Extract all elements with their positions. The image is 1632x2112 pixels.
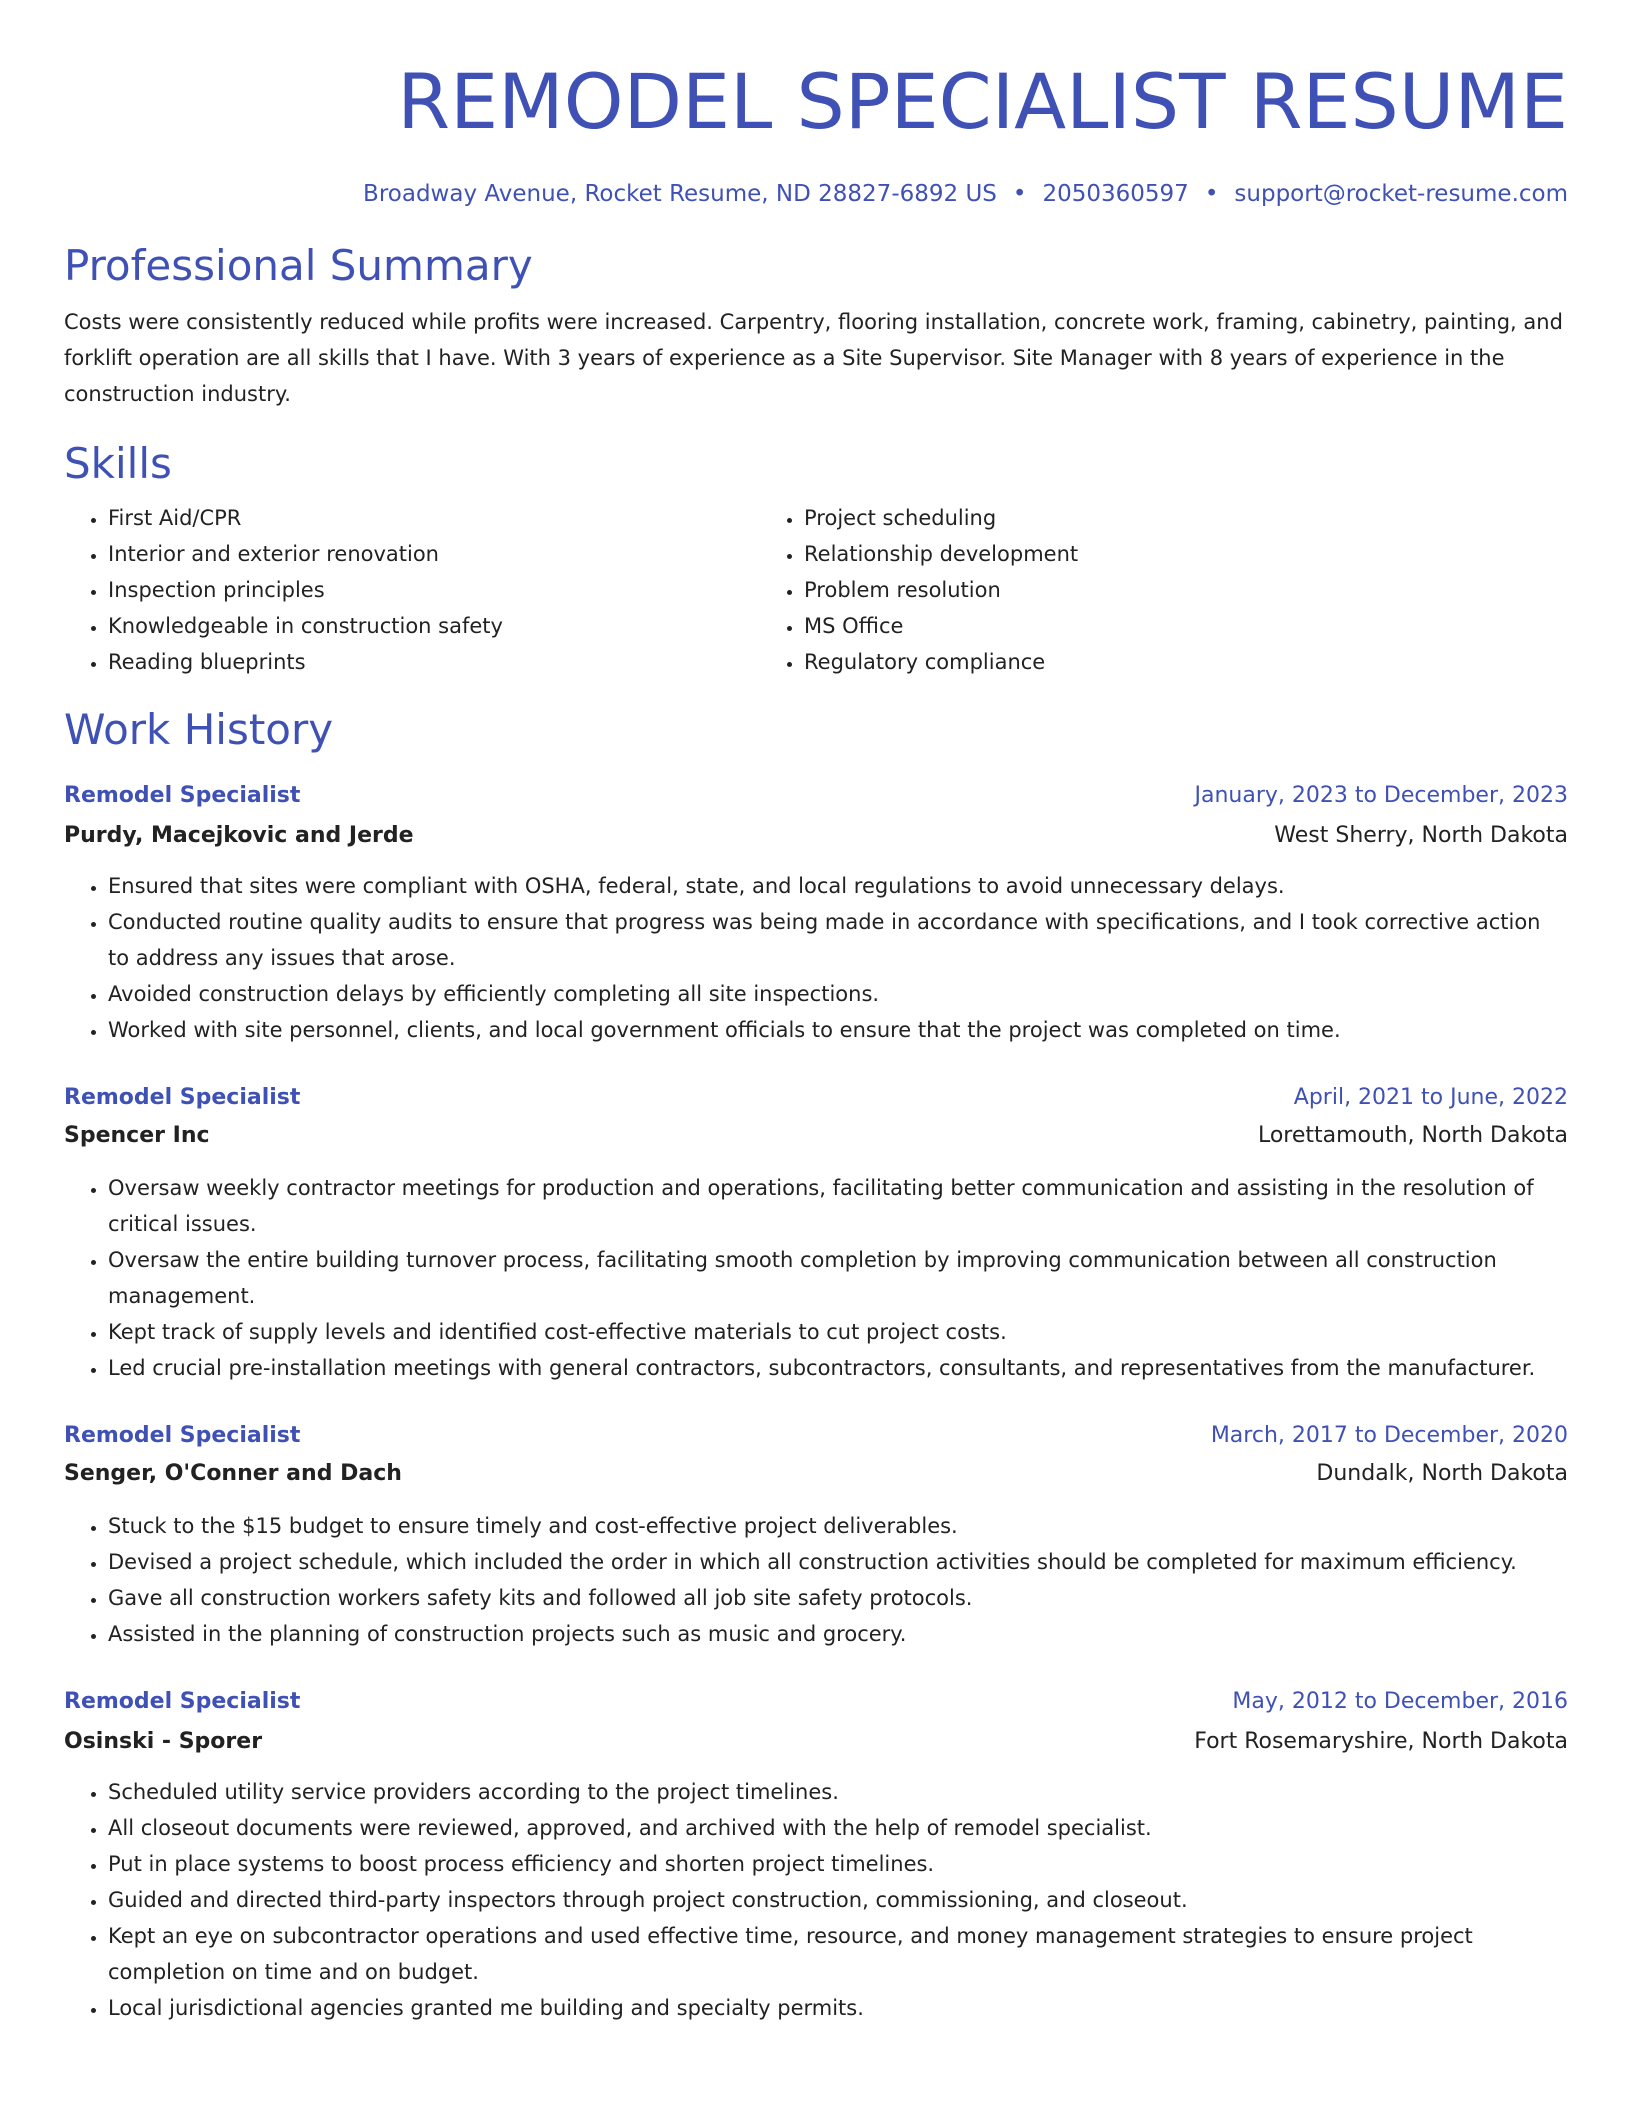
job-bullet: • Avoided construction delays by efficiently completing all site inspections. <box>108 976 1568 1012</box>
job-bullet: • Local jurisdictional agencies granted me building and specialty permits. <box>108 1990 1568 2026</box>
job-bullets <box>64 1170 1568 1386</box>
contact-separator: • <box>1204 181 1219 207</box>
job-company-row <box>64 1724 1568 1760</box>
job-bullet: • Gave all construction workers safety kits and followed all job site safety protocols. <box>108 1580 1568 1616</box>
job-title-row <box>64 1080 1568 1116</box>
skill-item: • First Aid/CPR <box>108 500 760 536</box>
job-entry <box>64 1418 1568 1652</box>
skill-item: • Reading blueprints <box>108 644 760 680</box>
job-bullet: • Kept an eye on subcontractor operations and used effective time, resource, and money management strategies to ensure project completion on time and on budget. <box>108 1918 1568 1990</box>
job-dates: January, 2023 to December, 2023 <box>1194 783 1568 808</box>
job-location: Dundalk, North Dakota <box>1316 1461 1568 1486</box>
job-title-row <box>64 1684 1568 1720</box>
skill-item: • Relationship development <box>804 536 1456 572</box>
contact-email[interactable]: support@rocket-resume.com <box>1234 181 1568 207</box>
skill-item: • Problem resolution <box>804 572 1456 608</box>
job-company-row <box>64 1456 1568 1492</box>
job-dates: April, 2021 to June, 2022 <box>1293 1085 1568 1110</box>
job-bullet: • Guided and directed third-party inspectors through project construction, commissioning, and closeout. <box>108 1882 1568 1918</box>
skills-column-left <box>64 500 760 680</box>
skills-list <box>64 500 1568 680</box>
job-bullet: • Led crucial pre-installation meetings with general contractors, subcontractors, consultants, and representatives from the manufacturer. <box>108 1350 1568 1386</box>
job-company: Osinski - Sporer <box>64 1729 263 1754</box>
skill-item: • Knowledgeable in construction safety <box>108 608 760 644</box>
job-bullet: • Assisted in the planning of construction projects such as music and grocery. <box>108 1616 1568 1652</box>
resume-name: REMODEL SPECIALIST RESUME <box>397 57 1568 146</box>
job-bullet: • Devised a project schedule, which included the order in which all construction activities should be completed for maximum efficiency. <box>108 1544 1568 1580</box>
job-bullet: • Ensured that sites were compliant with OSHA, federal, state, and local regulations to avoid unnecessary delays. <box>108 868 1568 904</box>
job-title: Remodel Specialist <box>64 1689 301 1714</box>
skill-item: • MS Office <box>804 608 1456 644</box>
job-title: Remodel Specialist <box>64 783 301 808</box>
job-entry <box>64 1080 1568 1386</box>
job-bullet: • All closeout documents were reviewed, approved, and archived with the help of remodel specialist. <box>108 1810 1568 1846</box>
job-bullet: • Conducted routine quality audits to ensure that progress was being made in accordance with specifications, and I took corrective action to address any issues that arose. <box>108 904 1568 976</box>
job-location: Fort Rosemaryshire, North Dakota <box>1194 1729 1568 1754</box>
summary-text: Costs were consistently reduced while profits were increased. Carpentry, flooring installation, concrete work, framing, cabinetry, painting, and forklift operation are all skills that I have. With 3 years of experience as a Site Supervisor. Site Manager with 8 years of experience in the construction industry. <box>64 310 1563 406</box>
contact-line <box>64 178 1568 210</box>
job-bullet: • Worked with site personnel, clients, and local government officials to ensure that the project was completed on time. <box>108 1012 1568 1048</box>
job-company-row <box>64 818 1568 854</box>
job-entry <box>64 778 1568 1048</box>
job-dates: May, 2012 to December, 2016 <box>1232 1689 1568 1714</box>
contact-address: Broadway Avenue, Rocket Resume, ND 28827-6892 US <box>363 181 997 207</box>
skill-item: • Interior and exterior renovation <box>108 536 760 572</box>
job-entry <box>64 1684 1568 2026</box>
job-location: Lorettamouth, North Dakota <box>1257 1123 1568 1148</box>
job-bullets <box>64 868 1568 1048</box>
skill-item: • Regulatory compliance <box>804 644 1456 680</box>
skill-item: • Project scheduling <box>804 500 1456 536</box>
skills-column-right <box>760 500 1456 680</box>
job-bullets <box>64 1508 1568 1652</box>
job-bullet: • Oversaw weekly contractor meetings for production and operations, facilitating better communication and assisting in the resolution of critical issues. <box>108 1170 1568 1242</box>
contact-phone: 2050360597 <box>1042 181 1189 207</box>
job-company: Spencer Inc <box>64 1123 210 1148</box>
job-location: West Sherry, North Dakota <box>1274 823 1568 848</box>
skills-heading: Skills <box>64 439 172 488</box>
job-dates: March, 2017 to December, 2020 <box>1210 1423 1568 1448</box>
job-bullet: • Oversaw the entire building turnover process, facilitating smooth completion by improving communication between all construction management. <box>108 1242 1568 1314</box>
skill-item: • Inspection principles <box>108 572 760 608</box>
job-bullet: • Scheduled utility service providers according to the project timelines. <box>108 1774 1568 1810</box>
summary-heading: Professional Summary <box>64 241 533 290</box>
contact-separator: • <box>1012 181 1027 207</box>
job-company-row <box>64 1118 1568 1154</box>
job-title-row <box>64 778 1568 814</box>
job-title-row <box>64 1418 1568 1454</box>
resume-header <box>64 0 1568 210</box>
job-title: Remodel Specialist <box>64 1423 301 1448</box>
job-company: Purdy, Macejkovic and Jerde <box>64 823 414 848</box>
job-bullets <box>64 1774 1568 2026</box>
job-title: Remodel Specialist <box>64 1085 301 1110</box>
job-company: Senger, O'Conner and Dach <box>64 1461 402 1486</box>
job-bullet: • Kept track of supply levels and identified cost-effective materials to cut project costs. <box>108 1314 1568 1350</box>
work-history-heading: Work History <box>64 705 334 754</box>
job-bullet: • Put in place systems to boost process efficiency and shorten project timelines. <box>108 1846 1568 1882</box>
job-bullet: • Stuck to the $15 budget to ensure timely and cost-effective project deliverables. <box>108 1508 1568 1544</box>
